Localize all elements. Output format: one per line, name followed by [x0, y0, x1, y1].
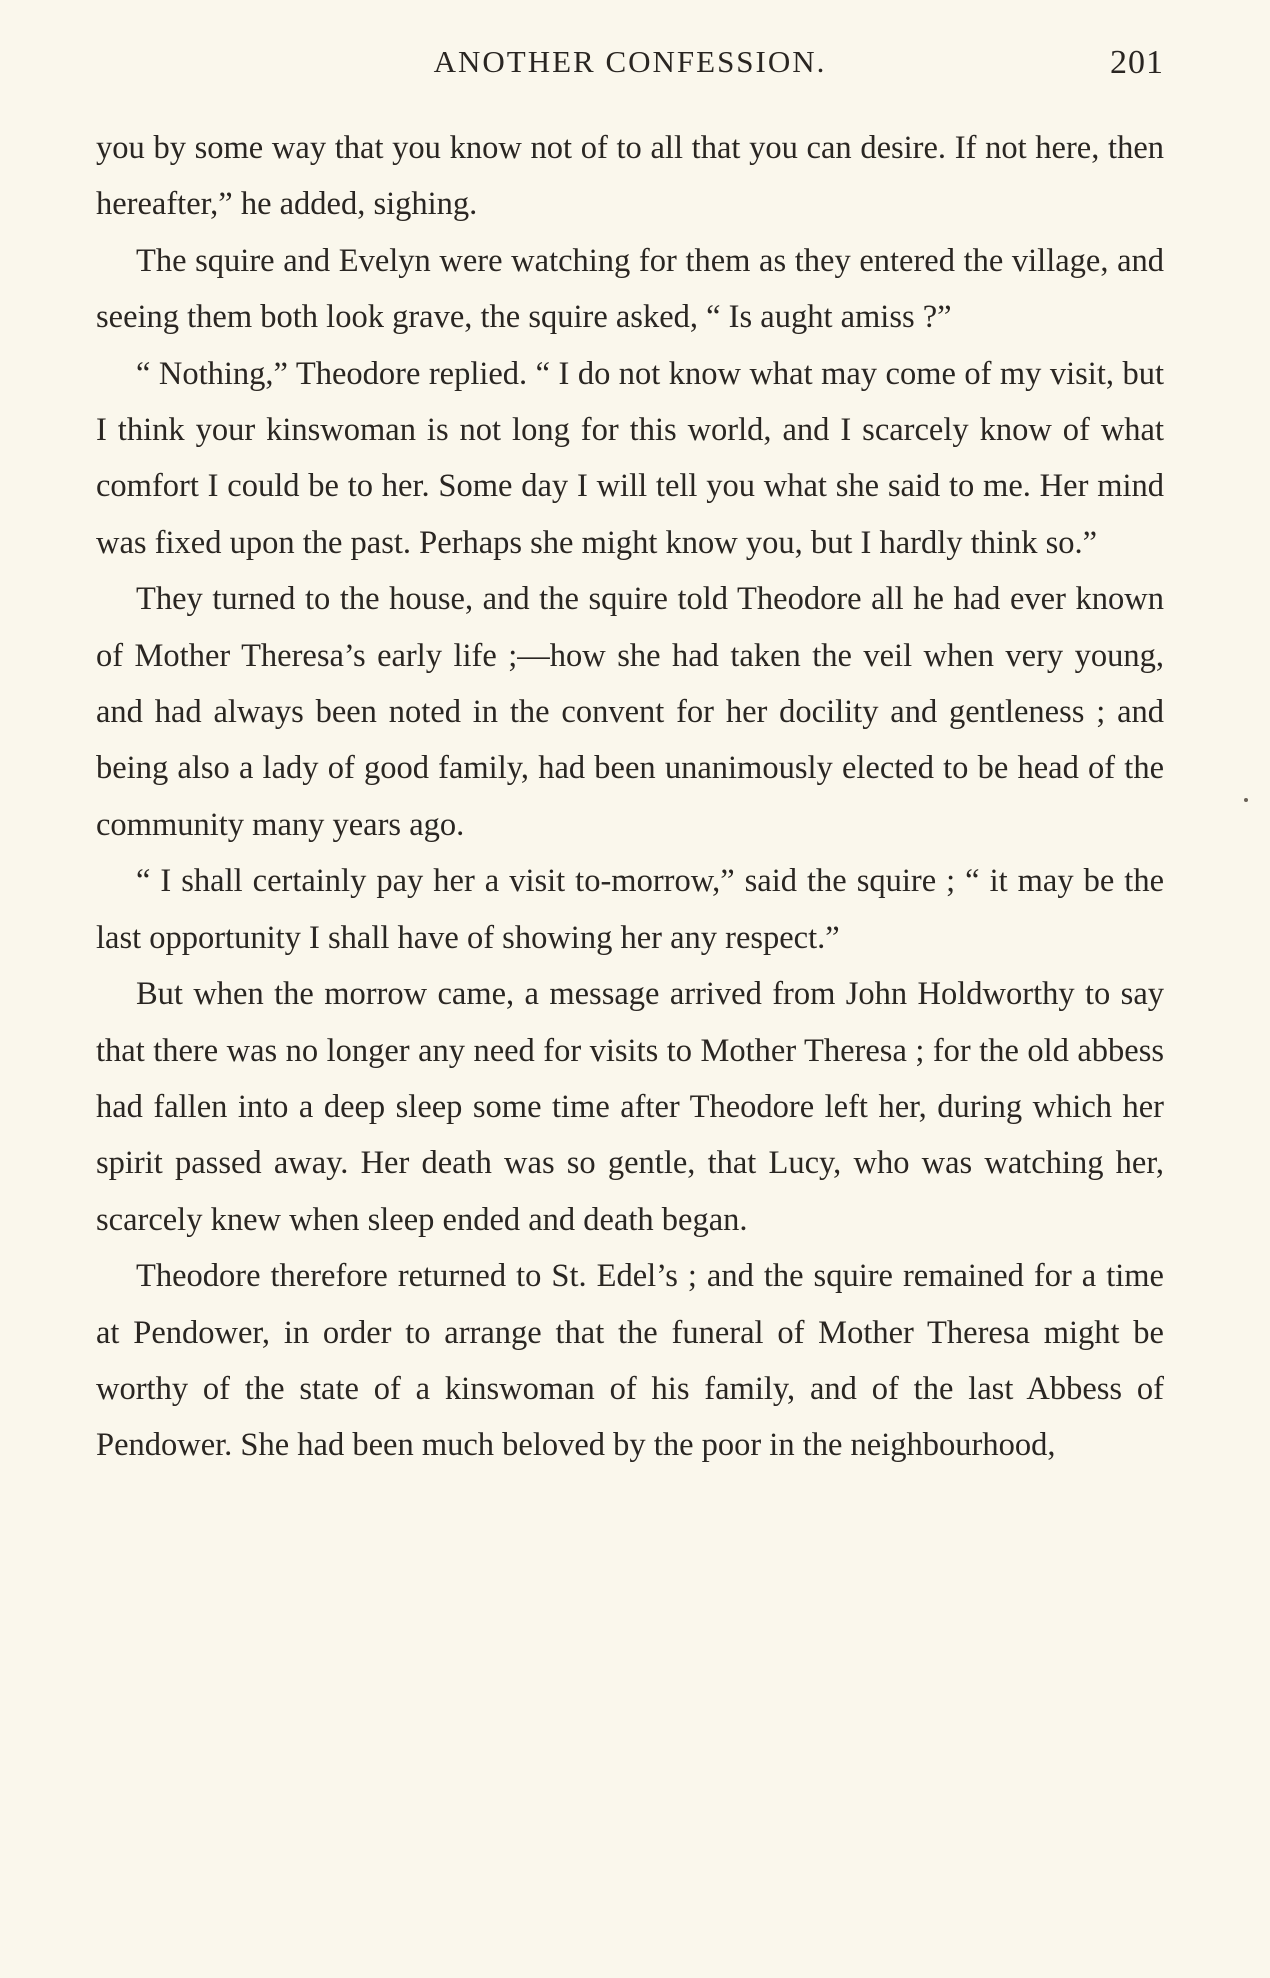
paragraph: Theodore therefore returned to St. Edel’s ; and the squire remained for a time at Pendower, in order to arrange that the funeral of Mother Theresa might be worthy of the state of a kinswoman of his family, and of the last Abbess of Pendower. She had been much beloved by the poor in the neighbourhood, — [96, 1258, 1164, 1464]
paragraph: The squire and Evelyn were watching for them as they entered the village, and seeing them both look grave, the squire asked, “ Is aught amiss ?” — [96, 242, 1164, 336]
paragraph: “ I shall certainly pay her a visit to-morrow,” said the squire ; “ it may be the last opportunity I shall have of showing her any respect.” — [96, 863, 1164, 956]
body-text — [96, 120, 1164, 1474]
paragraph-continued: you by some way that you know not of to all that you can desire. If not here, then hereafter,” he added, sighing. — [96, 130, 1164, 223]
running-title: ANOTHER CONFESSION. — [433, 44, 827, 79]
paper-speck — [1244, 798, 1248, 802]
paragraph: They turned to the house, and the squire told Theodore all he had ever known of Mother Theresa’s early life ;—how she had taken the veil when very young, and had always been noted in the convent for her docility and gentleness ; and being also a lady of good family, had been unanimously elected to be head of the community many years ago. — [96, 581, 1164, 843]
page-header — [96, 44, 1164, 94]
paragraph: “ Nothing,” Theodore replied. “ I do not know what may come of my visit, but I think your kinswoman is not long for this world, and I scarcely know of what comfort I could be to her. Some day I will tell you what she said to me. Her mind was fixed upon the past. Perhaps she might know you, but I hardly think so.” — [96, 355, 1164, 561]
paragraph: But when the morrow came, a message arrived from John Holdworthy to say that there was no longer any need for visits to Mother Theresa ; for the old abbess had fallen into a deep sleep some time after Theodore left her, during which her spirit passed away. Her death was so gentle, that Lucy, who was watching her, scarcely knew when sleep ended and death began. — [96, 976, 1164, 1238]
page-number: 201 — [1110, 44, 1164, 81]
